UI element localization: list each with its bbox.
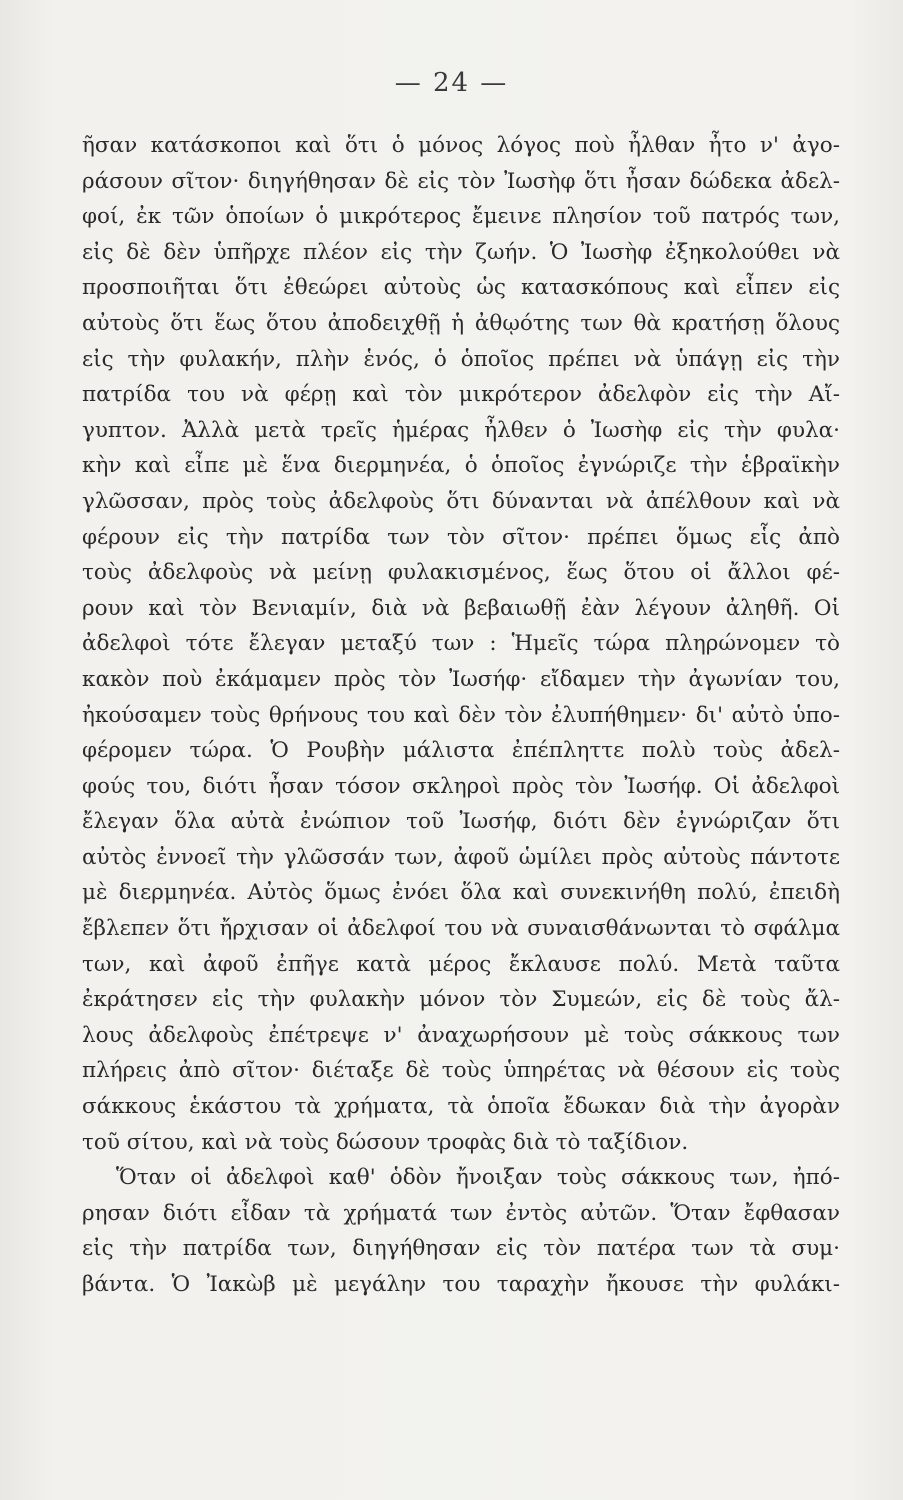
page-number: — 24 —	[394, 68, 509, 98]
text-line: φέρουν εἰς τὴν πατρίδα των τὸν σῖτον· πρέπει ὅμως εἷς ἀπὸ	[82, 524, 840, 550]
text-line: τοὺς ἀδελφοὺς νὰ μείνῃ φυλακισμένος, ἕως ὅτου οἱ ἄλλοι φέ-	[82, 560, 840, 586]
text-line: ἀδελφοὶ τότε ἔλεγαν μεταξύ των : Ἡμεῖς τώρα πληρώνομεν τὸ	[82, 631, 840, 657]
text-line: αὐτοὺς ὅτι ἕως ὅτου ἀποδειχθῇ ἡ ἀθῳότης των θὰ κρατήσῃ ὅλους	[82, 310, 840, 336]
text-line: σάκκους ἑκάστου τὰ χρήματα, τὰ ὁποῖα ἔδωκαν διὰ τὴν ἀγορὰν	[82, 1094, 840, 1120]
text-line: κακὸν ποὺ ἐκάμαμεν πρὸς τὸν Ἰωσήφ· εἴδαμεν τὴν ἀγωνίαν του,	[82, 666, 840, 692]
text-line: ἔβλεπεν ὅτι ἤρχισαν οἱ ἀδελφοί του νὰ συναισθάνωνται τὸ σφάλμα	[82, 916, 840, 942]
text-line: εἰς τὴν πατρίδα των, διηγήθησαν εἰς τὸν πατέρα των τὰ συμ·	[82, 1236, 840, 1262]
text-line: πλήρεις ἀπὸ σῖτον· διέταξε δὲ τοὺς ὑπηρέτας νὰ θέσουν εἰς τοὺς	[82, 1058, 840, 1084]
text-line: λους ἀδελφοὺς ἐπέτρεψε ν' ἀναχωρήσουν μὲ τοὺς σάκκους των	[82, 1022, 840, 1048]
text-line: γυπτον. Ἀλλὰ μετὰ τρεῖς ἡμέρας ἦλθεν ὁ Ἰωσὴφ εἰς τὴν φυλα·	[82, 417, 840, 443]
text-line: ρουν καὶ τὸν Βενιαμίν, διὰ νὰ βεβαιωθῇ ἐὰν λέγουν ἀληθῆ. Οἱ	[82, 595, 840, 621]
text-line: φοί, ἐκ τῶν ὁποίων ὁ μικρότερος ἔμεινε πλησίον τοῦ πατρός των,	[82, 204, 840, 230]
text-line: κὴν καὶ εἶπε μὲ ἕνα διερμηνέα, ὁ ὁποῖος ἐγνώριζε τὴν ἑβραϊκὴν	[82, 453, 840, 479]
text-line: βάντα. Ὁ Ἰακὼβ μὲ μεγάλην του ταραχὴν ἤκουσε τὴν φυλάκι-	[82, 1272, 840, 1297]
text-line: φούς του, διότι ἦσαν τόσον σκληροὶ πρὸς τὸν Ἰωσήφ. Οἱ ἀδελφοὶ	[82, 773, 840, 799]
text-line: πατρίδα του νὰ φέρῃ καὶ τὸν μικρότερον ἀδελφὸν εἰς τὴν Αἴ-	[82, 382, 840, 408]
text-line: αὐτὸς ἐννοεῖ τὴν γλῶσσάν των, ἀφοῦ ὡμίλει πρὸς αὐτοὺς πάντοτε	[82, 844, 840, 870]
text-line: φέρομεν τώρα. Ὁ Ρουβὴν μάλιστα ἐπέπληττε πολὺ τοὺς ἀδελ-	[82, 738, 840, 764]
body-text	[82, 128, 840, 1303]
text-line: των, καὶ ἀφοῦ ἐπῆγε κατὰ μέρος ἔκλαυσε πολύ. Μετὰ ταῦτα	[82, 951, 840, 977]
text-line: εἰς δὲ δὲν ὑπῆρχε πλέον εἰς τὴν ζωήν. Ὁ Ἰωσὴφ ἐξηκολούθει νὰ	[82, 239, 840, 265]
paragraph-start-line: Ὅταν οἱ ἀδελφοὶ καθ' ὁδὸν ἤνοιξαν τοὺς σάκκους των, ἠπό-	[116, 1165, 840, 1191]
text-line: ἠκούσαμεν τοὺς θρήνους του καὶ δὲν τὸν ἐλυπήθημεν· δι' αὐτὸ ὑπο-	[82, 702, 840, 728]
text-line: προσποιῆται ὅτι ἐθεώρει αὐτοὺς ὡς κατασκόπους καὶ εἶπεν εἰς	[82, 275, 840, 301]
text-line: μὲ διερμηνέα. Αὐτὸς ὅμως ἐνόει ὅλα καὶ συνεκινήθη πολύ, ἐπειδὴ	[82, 880, 840, 906]
text-line: ῆσαν κατάσκοποι καὶ ὅτι ὁ μόνος λόγος ποὺ ἦλθαν ἦτο ν' ἀγο-	[82, 133, 840, 158]
text-line: ρησαν διότι εἶδαν τὰ χρήματά των ἐντὸς αὐτῶν. Ὅταν ἔφθασαν	[82, 1200, 840, 1226]
text-line: γλῶσσαν, πρὸς τοὺς ἀδελφοὺς ὅτι δύνανται νὰ ἀπέλθουν καὶ νὰ	[82, 488, 840, 514]
text-line: εἰς τὴν φυλακήν, πλὴν ἑνός, ὁ ὁποῖος πρέπει νὰ ὑπάγῃ εἰς τὴν	[82, 346, 840, 372]
text-line: ἔλεγαν ὅλα αὐτὰ ἐνώπιον τοῦ Ἰωσήφ, διότι δὲν ἐγνώριζαν ὅτι	[82, 809, 840, 835]
text-line: ἐκράτησεν εἰς τὴν φυλακὴν μόνον τὸν Συμεών, εἰς δὲ τοὺς ἄλ-	[82, 987, 840, 1013]
paragraph-end-line: τοῦ σίτου, καὶ νὰ τοὺς δώσουν τροφὰς διὰ τὸ ταξίδιον.	[82, 1129, 689, 1155]
text-line: ράσουν σῖτον· διηγήθησαν δὲ εἰς τὸν Ἰωσὴφ ὅτι ἦσαν δώδεκα ἀδελ-	[82, 168, 840, 194]
